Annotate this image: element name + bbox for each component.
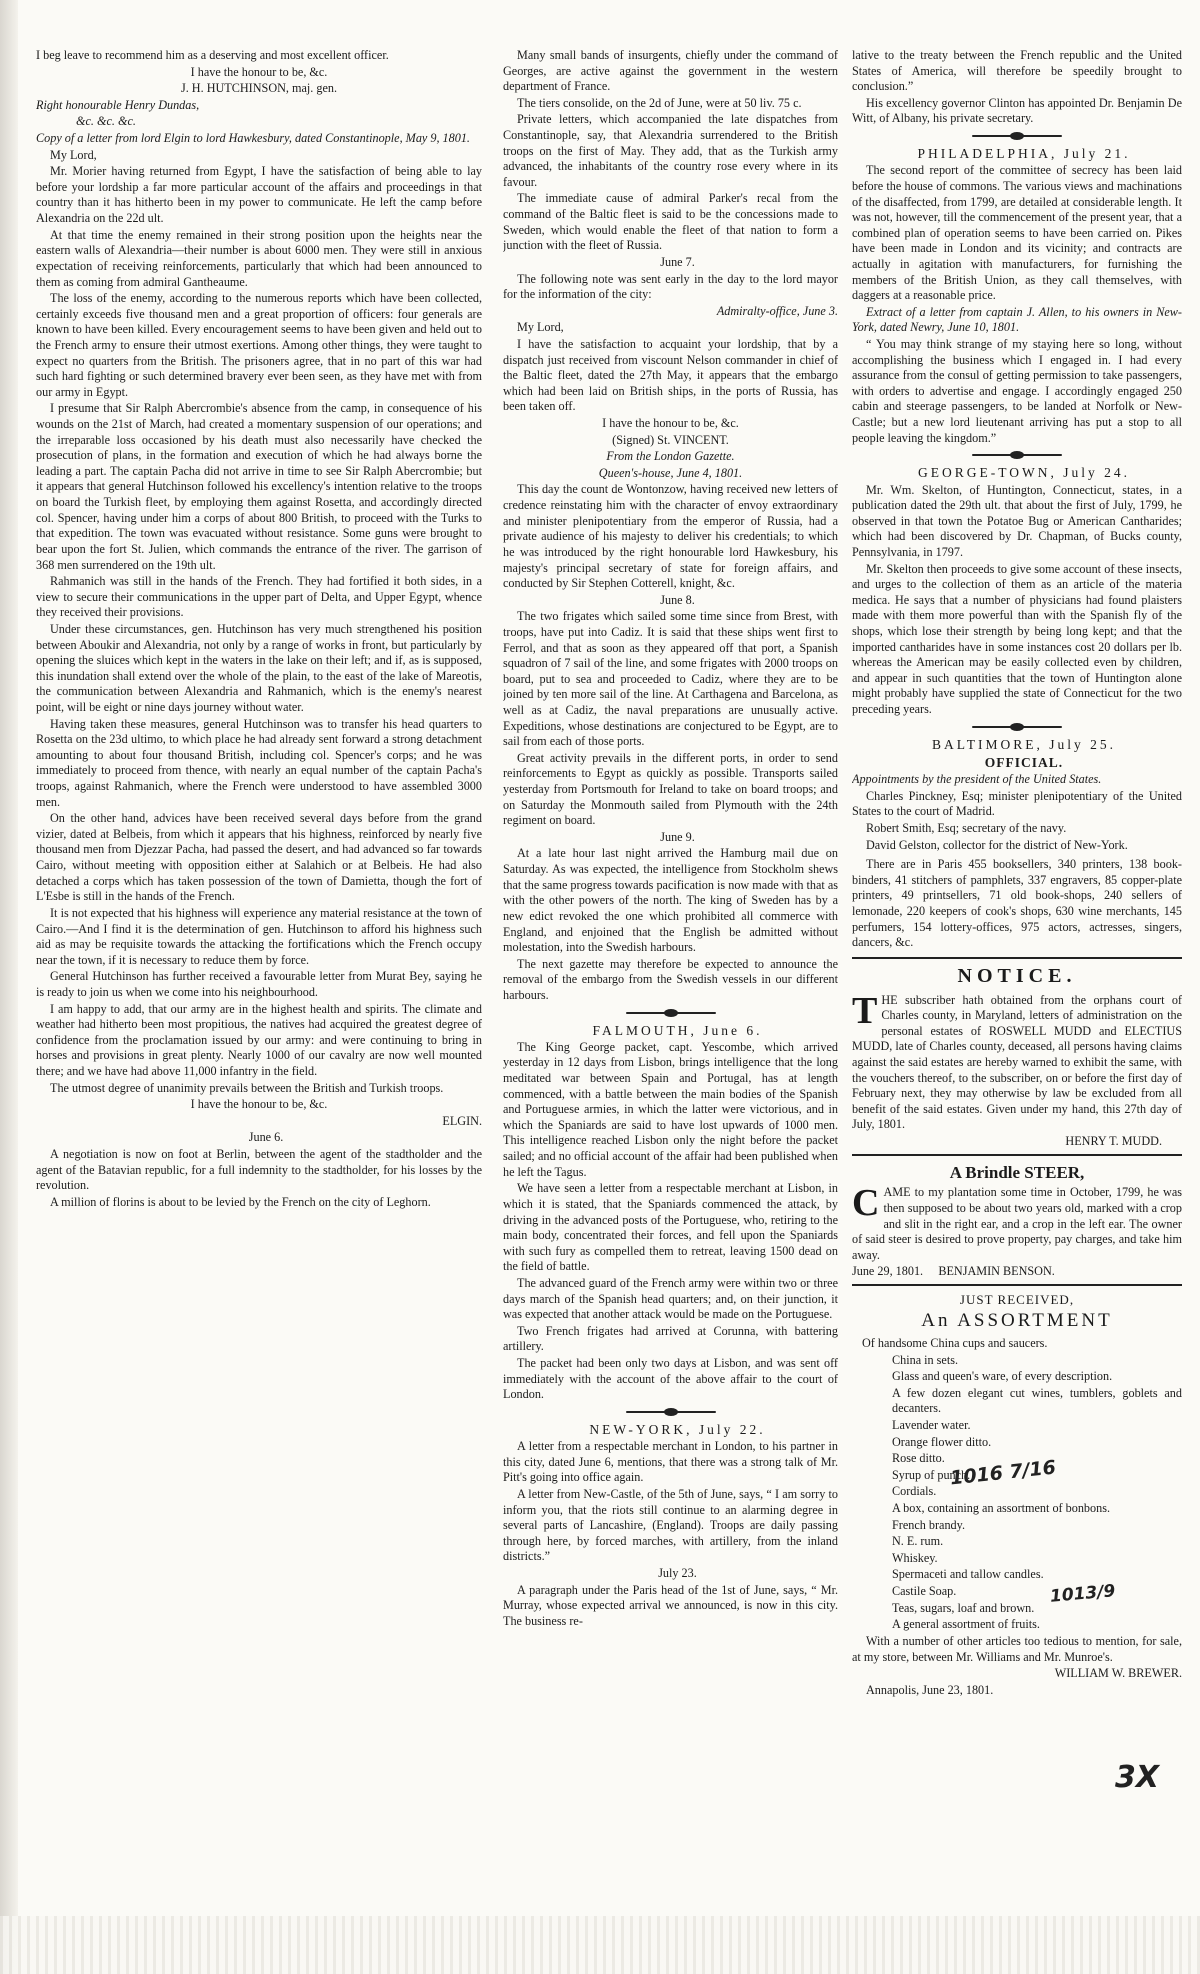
- salutation: My Lord,: [517, 320, 564, 335]
- paragraph: Two French frigates had arrived at Corunna, with battering artillery.: [503, 1323, 838, 1354]
- dateline: Queen's-house, June 4, 1801.: [598, 465, 743, 480]
- paragraph: A million of florins is about to be levied by the French on the city of Leghorn.: [50, 1194, 431, 1209]
- paragraph: A letter from New-Castle, of the 5th of June, says, “ I am sorry to inform you, that the riots still continue to an alarming degree in several parts of Lancashire, (England). Troops are daily passing through here, by forced marches, with artillery, from the inland districts.”: [503, 1486, 838, 1564]
- dateline: June 6.: [248, 1130, 284, 1145]
- section-heading: FALMOUTH, June 6.: [592, 1022, 763, 1038]
- steer-footer: [852, 1264, 1182, 1280]
- official-heading: OFFICIAL.: [984, 754, 1064, 770]
- paragraph: A negotiation is now on foot at Berlin, between the agent of the stadtholder and the agent of the Batavian republic, for a full indemnity to the stadtholder, for his losses by the revolution.: [36, 1147, 482, 1193]
- list-item: Spermaceti and tallow candles.: [892, 1567, 1044, 1582]
- list-item: Cordials.: [892, 1484, 937, 1499]
- assortment-place: Annapolis, June 23, 1801.: [866, 1682, 994, 1697]
- section-heading: BALTIMORE, July 25.: [931, 736, 1116, 752]
- addressee: Right honourable Henry Dundas,: [36, 97, 200, 112]
- notice-text: HE subscriber hath obtained from the orphans court of Charles county, in Maryland, letters of administration on the personal estates of ROSWELL MUDD and ELECTIUS MUDD, late of Charles county, deceased, all persons having claims against the said estates are hereby warned to exhibit the same, with the vouchers thereof, to the subscriber, on or before the first day of February next, they may otherwise by law be excluded from all benefit of the said estates. Given under my hand, this 27th day of July, 1801.: [852, 992, 1182, 1132]
- paragraph: General Hutchinson has further received a favourable letter from Murat Bey, saying he is ready to join us when we come into his neighbourhood.: [36, 969, 482, 999]
- list-item: Castile Soap.: [892, 1584, 957, 1599]
- signature: (Signed) St. VINCENT.: [612, 432, 729, 447]
- paragraph: A letter from a respectable merchant in London, to his partner in this city, dated June 6, mentions, that there was a strong talk of Mr. Pitt's going into office again.: [503, 1439, 838, 1485]
- paragraph: We have seen a letter from a respectable merchant at Lisbon, in which it is stated, that the Spaniards commenced the attack, by driving in the advanced posts of the Portuguese, who, retiring to the main body, concentrated their forces, and fell upon the Spaniards with such fury as compelled them to retreat, leaving 1500 dead on the field of battle.: [503, 1181, 838, 1274]
- steer-date: June 29, 1801.: [852, 1264, 924, 1279]
- paragraph: The two frigates which sailed some time since from Brest, with troops, have put into Cadiz. It is said that these ships went first to Ferrol, and that as soon as they appeared off that port, a Spanish squadron of 7 sail of the line, and some frigates with 2000 troops on board, put to sea and proceeded to Cadiz, where they are to be joined by ten more sail of the line. At Carthagena and Barcelona, as well as at Cadiz, the naval preparations are unusually active. Expeditions, whose destinations are conjectured to be Egypt, are to sail from each of those ports.: [503, 609, 838, 749]
- signature: J. H. HUTCHINSON, maj. gen.: [180, 81, 338, 96]
- appointment: David Gelston, collector for the district of New-York.: [866, 837, 1128, 852]
- closing-line: I have the honour to be, &c.: [190, 1097, 328, 1112]
- section-rule: [626, 1407, 716, 1417]
- drop-cap: T: [852, 989, 878, 1032]
- appointment: Robert Smith, Esq; secretary of the navy.: [866, 821, 1067, 836]
- paragraph: The next gazette may therefore be expected to announce the removal of the embargo from the Swedish vessels in our different harbours.: [503, 956, 838, 1002]
- section-rule: [972, 450, 1062, 460]
- paragraph: The tiers consolide, on the 2d of June, were at 50 liv. 75 c.: [517, 95, 802, 110]
- assortment-advertisement: [852, 1284, 1182, 1698]
- column-1: [36, 48, 482, 1928]
- list-item: Orange flower ditto.: [892, 1434, 992, 1449]
- paragraph: Many small bands of insurgents, chiefly under the command of Georges, are active against the government in the western department of France.: [503, 48, 838, 94]
- handwritten-note: 3X: [1115, 1760, 1160, 1795]
- notice-title: NOTICE.: [957, 964, 1077, 987]
- column-3: [852, 48, 1182, 1928]
- paragraph: The utmost degree of unanimity prevails between the British and Turkish troops.: [50, 1080, 444, 1095]
- paragraph: Great activity prevails in the different ports, in order to send reinforcements to Egypt as quickly as possible. Transports sailed yesterday from Portsmouth for Ireland to take on board troops; and on Saturday the Monmouth sailed from Plymouth with the 24th regiment on board.: [503, 750, 838, 828]
- list-item: Lavender water.: [892, 1418, 971, 1432]
- notice-advertisement: [852, 957, 1182, 1156]
- steer-advertisement: [852, 1162, 1182, 1280]
- section-heading: PHILADELPHIA, July 21.: [917, 146, 1131, 162]
- assortment-kicker: JUST RECEIVED,: [959, 1292, 1075, 1308]
- paragraph: Private letters, which accompanied the late dispatches from Constantinople, say, that Alexandria surrendered to the British troops on the first of May. They add, that as the Turkish army advanced, the inhabitants of the country rose every where in its favour.: [503, 112, 838, 189]
- paragraph: On the other hand, advices have been received several days before from the grand vizier, dated at Belbeis, from which it appears that his highness, reinforced by nearly five thousand men from Djezzar Pacha, had passed the desert, and had advanced so far towards Cairo, without meeting with opposition either at Salahich or at Belbeis. He had also detached a corps which has taken possession of the town of Damietta, though the fort of L'Esbe is still in the hands of the French.: [36, 811, 482, 904]
- paragraph: It is not expected that his highness will experience any material resistance at the town of Cairo.—And I find it is the determination of gen. Hutchinson to afford his highness such aid as may be requisite towards the attacking the fortifications which the French occupy near the town, if it is necessary to reduce them by force.: [36, 905, 482, 967]
- section-rule: [972, 722, 1062, 732]
- assortment-list: [852, 1336, 1182, 1633]
- paragraph: I am happy to add, that our army are in the highest health and spirits. The climate and weather had hitherto been most propitious, the natives had acquired the greatest degree of confidence from the proclamation issued by our army: and were continuing to bring in horses and provisions in great plenty. Nearly 1000 of our cavalry are now well mounted there; and we have had above 11,000 infantry in the field.: [36, 1001, 482, 1078]
- signature: ELGIN.: [442, 1113, 482, 1128]
- letter-heading: Extract of a letter from captain J. Allen, to his owners in New-York, dated Newry, June 10, 1801.: [852, 304, 1182, 335]
- dateline: June 8.: [660, 592, 695, 607]
- column-2: [503, 48, 838, 1928]
- paragraph: At a late hour last night arrived the Hamburg mail due on Saturday. As was expected, the intelligence from Stockholm shews that the same progress towards pacification is now made with that as with the other powers of the north. The king of Sweden has by a new edict revoked the one which prohibited all commerce with England, and enjoined that the English be admitted without molestation, into the Swedish harbours.: [503, 846, 838, 955]
- list-item: A few dozen elegant cut wines, tumblers, goblets and decanters.: [892, 1385, 1182, 1416]
- paragraph: The packet had been only two days at Lisbon, and was sent off immediately with the account of the above affair to the court of London.: [503, 1356, 838, 1402]
- paragraph: Rahmanich was still in the hands of the French. They had fortified it both sides, in a view to secure their communications in the upper part of Delta, and Upper Egypt, whence they received their provisions.: [36, 574, 482, 620]
- steer-title: A Brindle STEER,: [949, 1162, 1085, 1182]
- paragraph: I beg leave to recommend him as a deserving and most excellent officer.: [36, 48, 389, 62]
- letter-heading: Copy of a letter from lord Elgin to lord Hawkesbury, dated Constantinople, May 9, 1801.: [36, 131, 470, 146]
- list-item: A box, containing an assortment of bonbons.: [892, 1501, 1110, 1516]
- handwritten-note: 1016 7/16: [949, 1456, 1057, 1490]
- section-heading: GEORGE-TOWN, July 24.: [918, 465, 1130, 481]
- list-item: Glass and queen's ware, of every description.: [892, 1369, 1113, 1384]
- paragraph: The following note was sent early in the day to the lord mayor for the information of the city:: [503, 271, 838, 302]
- paragraph: His excellency governor Clinton has appointed Dr. Benjamin De Witt, of Albany, his private secretary.: [852, 95, 1182, 126]
- dateline: Admiralty-office, June 3.: [716, 303, 838, 318]
- assortment-title: An ASSORTMENT: [921, 1309, 1113, 1331]
- paragraph: Mr. Morier having returned from Egypt, I have the satisfaction of being able to lay before your lordship a far more particular account of the affairs and proceedings in that country than it has hitherto been in my power to communicate. He left the camp before Alexandria on the 22d ult.: [36, 164, 482, 226]
- paragraph: Under these circumstances, gen. Hutchinson has very much strengthened his position between Aboukir and Alexandria, not only by a range of works in front, but particularly by opening the sluices which kept in the waters in the lake on their left; and if, as is supposed, this inundation shall extend over the whole of the plain, to the east of the lake of Mareotis, the communication between Alexandria and Rahmanich, which is the enemy's nearest point, will be eight or nine days journey without water.: [36, 621, 482, 714]
- paragraph: “ You may think strange of my staying here so long, without accomplishing the business which I engaged in. I had every assurance from the consul of getting permission to take passengers, with orders to advertise and engage. I accordingly engaged 250 cabin and steerage passengers, to be landed at Norfolk or New-Castle; but a new lord lieutenant arriving has put a stop to all people leaving the kingdom.”: [852, 337, 1182, 445]
- paragraph: The second report of the committee of secrecy has been laid before the house of commons. The various views and machinations of the disaffected, from 1799, are detailed at considerable length. It was not, however, till the commencement of the present year, that a combined plan of operation seems to have been carried on. Pikes have been made in London and its vicinity; and contracts are actually in agitation with manufacturers, for furnishing the members of the British Union, as they call themselves, with daggers at a reasonable price.: [852, 163, 1182, 303]
- dateline: June 7.: [660, 254, 695, 269]
- list-item: Syrup of punch.: [892, 1467, 971, 1482]
- section-rule: [972, 131, 1062, 141]
- section-heading: NEW-YORK, July 22.: [589, 1421, 766, 1437]
- list-item: Rose ditto.: [892, 1451, 945, 1466]
- section-rule: [626, 1008, 716, 1018]
- paragraph: A paragraph under the Paris head of the 1st of June, says, “ Mr. Murray, whose expected arrival we announced, is now in this city. The business re-: [503, 1582, 838, 1628]
- steer-body: [852, 1182, 1182, 1263]
- drop-cap: C: [852, 1182, 880, 1225]
- paragraph: There are in Paris 455 booksellers, 340 printers, 138 book-binders, 41 stitchers of pamphlets, 337 engravers, 85 copper-plate printers, 49 printsellers, 71 old book-shops, 240 sellers of lemonade, 220 keepers of cook's shops, 630 wine merchants, 145 perfumers, 154 lottery-offices, 975 actors, actresses, singers, dancers, &c.: [852, 857, 1182, 950]
- paragraph: The King George packet, capt. Yescombe, which arrived yesterday in 12 days from Lisbon, brings intelligence that the long meditated war between Spain and Portugal, has at length commenced, with a battle between the main bodies of the Spanish and Portuguese armies, in which the latter were victorious, and in which the Spaniards are said to have lost upwards of 1000 men. This intelligence reached Lisbon only the night before the packet sailed; and no official account of the affair had been published when he left the Tagus.: [503, 1039, 838, 1179]
- paragraph: Having taken these measures, general Hutchinson was to transfer his head quarters to Rosetta on the 23d ultimo, to which place he had already sent forward a strong detachment amounting to about four thousand British, including col. Spencer's corps; and he was immediately to proceed from thence, with nearly an equal number of the captain Pacha's troops, against Rahmanich, where the French were understood to have assembled 3000 men.: [36, 716, 482, 809]
- scan-edge: [0, 1916, 1200, 1974]
- steer-signer: BENJAMIN BENSON.: [938, 1264, 1055, 1279]
- steer-text: AME to my plantation some time in October, 1799, he was then supposed to be about two years old, marked with a crop and slit in the right ear, and a crop in the left ear. The owner of said steer is desired to prove property, pay charges, and take him away.: [852, 1185, 1182, 1262]
- paragraph: I have the satisfaction to acquaint your lordship, that by a dispatch just received from viscount Nelson commander in chief of the Baltic fleet, dated the 27th May, it appears that the embargo which had been laid on British ships, in the ports of Russia, has been taken off.: [503, 336, 838, 414]
- list-item: French brandy.: [892, 1517, 965, 1532]
- addressee-etc: &c. &c. &c.: [76, 114, 136, 129]
- scan-edge: [0, 0, 18, 1974]
- list-item: A general assortment of fruits.: [892, 1617, 1040, 1632]
- list-item: Teas, sugars, loaf and brown.: [892, 1600, 1035, 1615]
- assortment-closing: With a number of other articles too tedious to mention, for sale, at my store, between Mr. Williams and Mr. Munroe's.: [852, 1633, 1182, 1664]
- paragraph: This day the count de Wontonzow, having received new letters of credence reinstating him with the character of envoy extraordinary and minister plenipotentiary from the emperor of Russia, had a private audience of his majesty to deliver his credentials; to which he was introduced by the right honourable lord Hawkesbury, his majesty's principal secretary of state for foreign affairs, and conducted by Sir Stephen Cotterell, knight, &c.: [503, 482, 838, 591]
- source-line: From the London Gazette.: [606, 449, 735, 464]
- list-item: N. E. rum.: [892, 1534, 944, 1549]
- salutation: My Lord,: [50, 147, 97, 162]
- paragraph: The advanced guard of the French army were within two or three days march of the Spanish head quarters; and, on their junction, it was expected that another attack would be made on the Portuguese.: [503, 1275, 838, 1322]
- notice-body: [852, 989, 1182, 1133]
- paragraph: At that time the enemy remained in their strong position upon the heights near the eastern walls of Alexandria—their number is about 6000 men. They were still in anxious expectation of receiving reinforcements, particularly that which had been announced to them as coming from admiral Gantheaume.: [36, 227, 482, 289]
- notice-signer: HENRY T. MUDD.: [1065, 1134, 1162, 1148]
- dateline: June 9.: [660, 829, 695, 844]
- paragraph: Mr. Skelton then proceeds to give some account of these insects, and urges to the collection of them as an article of the materia medica. He says that a number of physicians had found plaisters made with them more powerful than with the Spanish fly of the shops, which lose their strength by being long kept; and that the imported cantharides have in some instances cost 20 dollars per lb. whereas the American may be easily collected even by children, and appear in such quantities that the town of Huntington alone might probably have supplied the state of Connecticut for the two preceding years.: [852, 561, 1182, 717]
- list-item: Of handsome China cups and saucers.: [862, 1335, 1048, 1350]
- paragraph: lative to the treaty between the French republic and the United States of America, will therefore be speedily brought to conclusion.”: [852, 48, 1182, 94]
- list-item: Whiskey.: [892, 1550, 938, 1565]
- paragraph: The immediate cause of admiral Parker's recal from the command of the Baltic fleet is said to be the concessions made to Sweden, which would enable the fleet of that nation to form a junction with the fleet of Russia.: [503, 191, 838, 253]
- closing-line: I have the honour to be, &c.: [190, 64, 328, 79]
- appointment: Charles Pinckney, Esq; minister plenipotentiary of the United States to the court of Madrid.: [852, 788, 1182, 819]
- paragraph: The loss of the enemy, according to the numerous reports which have been collected, certainly exceeds five thousand men and a great proportion of officers: four generals are known to have been killed. Every encouragement seems to have been given and held out to the French army to ensure their utmost exertions. Among other things, they were taught to expect no quarters from the British. The prisoners agree, that in no part of this war had such hard fighting or such determined bravery ever been seen, as they have met with from our army in Egypt.: [36, 291, 482, 399]
- appointments-heading: Appointments by the president of the United States.: [852, 772, 1102, 787]
- paragraph: Mr. Wm. Skelton, of Huntington, Connecticut, states, in a publication dated the 29th ult. that about the first of July, 1799, he observed in that town the Potatoe Bug or American Cantharides; which had been discovered by Dr. Chapman, of Bucks county, Pennsylvania, in 1797.: [852, 482, 1182, 559]
- dateline: July 23.: [658, 1565, 697, 1580]
- list-item: China in sets.: [892, 1352, 959, 1367]
- paragraph: I presume that Sir Ralph Abercrombie's absence from the camp, in consequence of his wounds on the 21st of March, had created a momentary suspension of our operations; and the irreparable loss occasioned by his death must also necessarily have checked the prosecution of plans, in the formation and execution of which he had always borne the leading a part. The captain Pacha did not arrive in time to see Sir Ralph Abercrombie; but it appears that general Hutchinson followed his excellency's intention relative to the troops on board the Turkish fleet, by employing them against Rosetta, and accordingly directed col. Spencer, having under him a corps of about 800 British, to proceed with the Turks to that expedition. The town was evacuated without resistance. Some guns were brought to bear upon the fort St. Julien, which commands the entrance of the river. The garrison of 368 men surrendered on the 19th ult.: [36, 401, 482, 572]
- handwritten-note: 1013/9: [1049, 1581, 1117, 1607]
- assortment-signer: WILLIAM W. BREWER.: [1054, 1666, 1182, 1681]
- closing-line: I have the honour to be, &c.: [602, 416, 739, 431]
